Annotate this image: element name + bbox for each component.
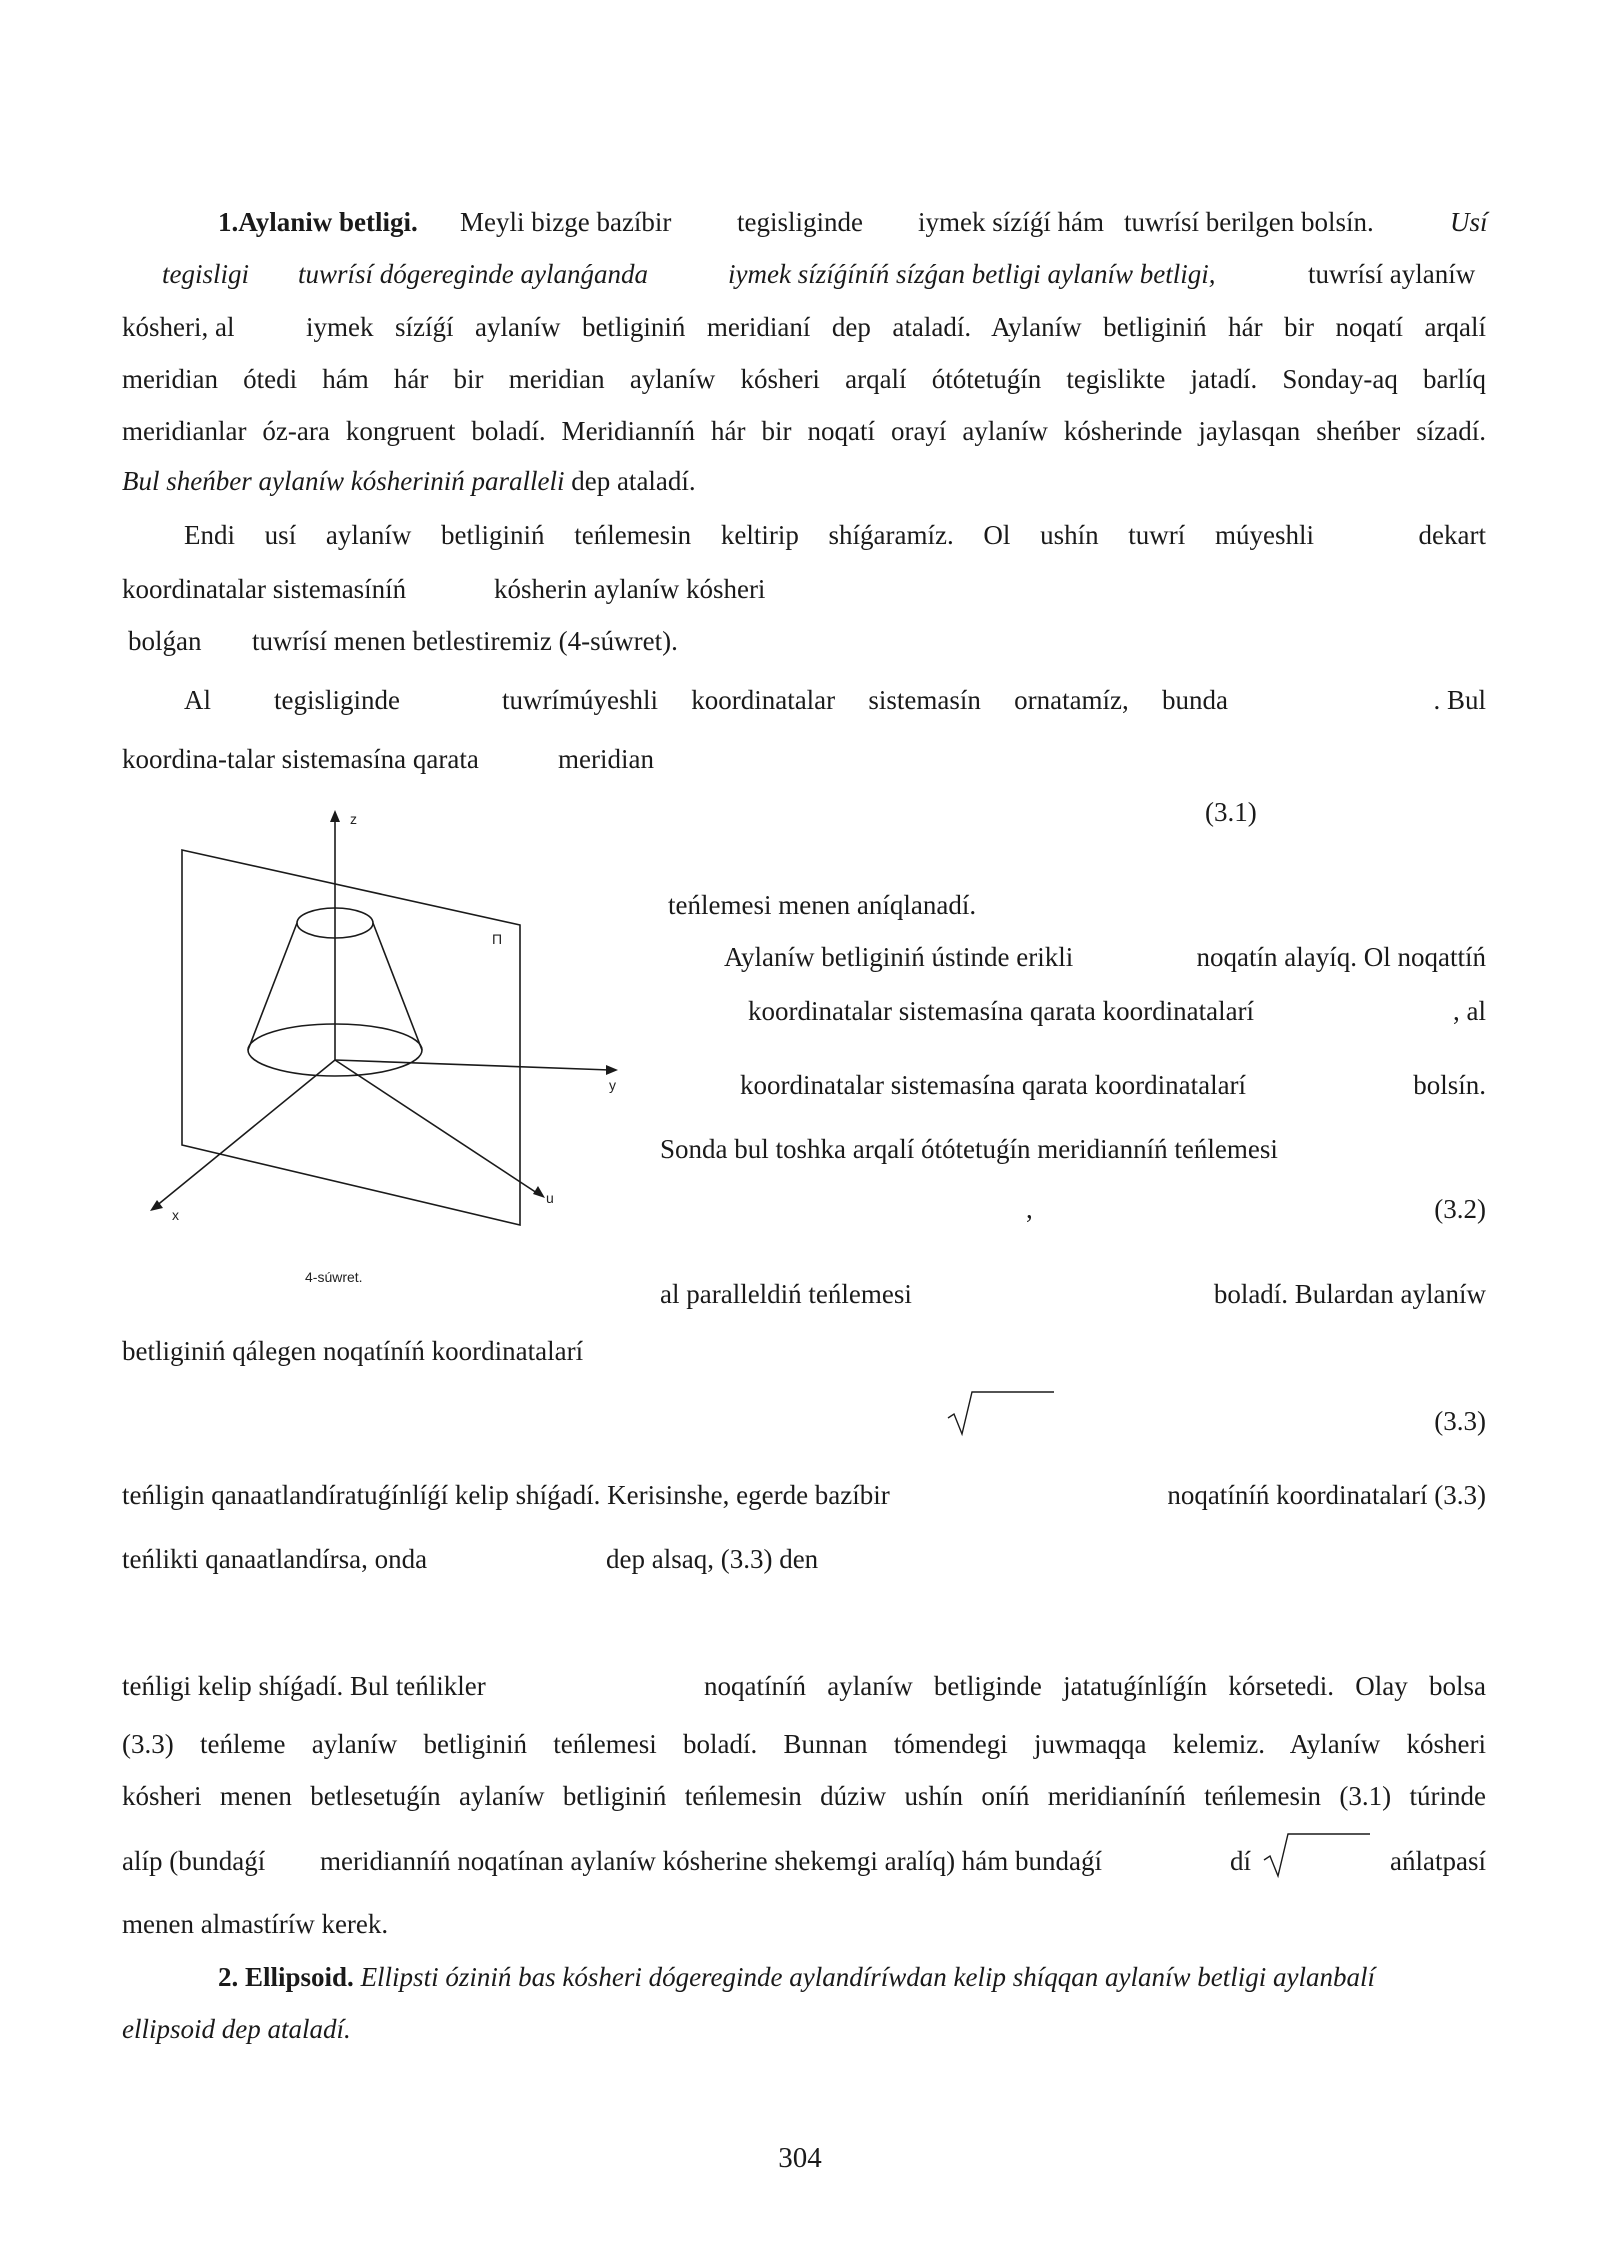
text-fragment: teńlikti qanaatlandírsa, onda [122, 1544, 428, 1574]
y-label: y [609, 1077, 616, 1093]
text-fragment: Endi usí aylaníw betliginiń teńlemesin keltirip shíǵaramíz. Ol ushín tuwrí múyeshli [184, 520, 1314, 550]
text-fragment: tegisliginde [274, 685, 400, 715]
text-fragment: iymek sízíǵí aylaníw betliginiń meridianí dep ataladí. Aylaníw betliginiń hár bir noqatí arqalí [306, 312, 1486, 342]
equation-number-3-2: (3.2) [1434, 1194, 1486, 1224]
section2-line1 [218, 1960, 1486, 1994]
pi-label: Π [492, 931, 503, 947]
section1-line4: meridian ótedi hám hár bir meridian aylaníw kósheri arqalí ótótetuǵín tegislikte jatadí. Sonday-aq barlíq [122, 364, 1486, 394]
text-fragment: teńligin qanaatlandíratuǵínlíǵí kelip shíǵadí. Kerisinshe, egerde bazíbir [122, 1480, 890, 1510]
text-fragment: noqatín alayíq. Ol noqattíń [1196, 942, 1486, 972]
text-fragment: noqatíníń koordinatalarí (3.3) [1167, 1480, 1486, 1510]
generatrix-right [373, 923, 422, 1050]
para4-line4 [122, 1669, 1486, 1703]
text-fragment: bolsín. [1413, 1070, 1486, 1100]
para4-line6: kósheri menen betlesetuǵín aylaníw betliginiń teńlemesin dúziw ushín oníń meridianíníń teńlemesin (3.1) túrinde [122, 1781, 1486, 1811]
text-fragment: iymek sízíǵí hám [918, 207, 1104, 237]
section1-line6 [122, 464, 1486, 498]
para2-line2 [122, 572, 1486, 606]
equation-number-3-3: (3.3) [1434, 1406, 1486, 1436]
text-fragment: Meyli bizge bazíbir [460, 207, 672, 237]
page-number: 304 [778, 2142, 822, 2174]
text-fragment: tuwrísí menen betlestiremiz (4-súwret). [252, 626, 678, 656]
plane-pi [182, 850, 520, 1225]
text-fragment: dep alsaq, (3.3) den [606, 1544, 819, 1574]
text-fragment: tuwrísí dógereginde aylanǵanda [298, 259, 648, 289]
sqrt-sign-icon [946, 1388, 1056, 1438]
text-fragment: bolǵan [128, 626, 202, 656]
z-arrow [330, 810, 340, 822]
y-axis [335, 1060, 610, 1070]
text-fragment: , [1026, 1194, 1033, 1224]
text-fragment: koordinatalar sistemasína qarata koordinatalarí [748, 996, 1255, 1026]
text-fragment: . Bul [1433, 685, 1486, 715]
text-fragment: al paralleldiń teńlemesi [660, 1279, 912, 1309]
right-line5: Sonda bul toshka arqalí ótótetuǵín meridianníń teńlemesi [660, 1134, 1278, 1164]
text-fragment: ańlatpasí [1390, 1846, 1486, 1876]
text-fragment: Ellipsti óziniń bas kósheri dógereginde aylandíríwdan kelip shíqqan aylaníw betligi aylanbalí [360, 1962, 1375, 1992]
text-fragment: noqatíníń aylaníw betliginde jatatuǵínlíǵín kórsetedi. Olay bolsa [704, 1671, 1486, 1701]
equation-number-3-1: (3.1) [1205, 797, 1257, 827]
section1-line3 [122, 310, 1486, 344]
text-fragment: kósherin aylaníw kósheri [494, 574, 766, 604]
section1-line5: meridianlar óz-ara kongruent boladí. Meridianníń hár bir noqatí orayí aylaníw kósherinde jaylasqan sheńber sízadí. [122, 416, 1486, 446]
text-fragment: koordina-talar sistemasína qarata [122, 744, 479, 774]
text-fragment: boladí. Bulardan aylaníw [1213, 1279, 1486, 1309]
text-fragment: tegisliginde [737, 207, 863, 237]
section1-heading: 1.Aylaniw betligi. [218, 207, 418, 237]
text-fragment: tuwrímúyeshli koordinatalar sistemasín ornatamíz, bunda [502, 685, 1228, 715]
text-fragment: koordinatalar sistemasína qarata koordinatalarí [740, 1070, 1247, 1100]
text-fragment: dep ataladí. [571, 466, 696, 496]
text-fragment: Bul sheńber aylaníw kósheriniń paralleli [122, 466, 565, 496]
text-fragment: Aylaníw betliginiń ústinde erikli [724, 942, 1074, 972]
sqrt-sign-icon [1262, 1830, 1372, 1880]
para4-line1: betliginiń qálegen noqatíníń koordinatalarí [122, 1336, 584, 1366]
text-fragment: tuwrísí berilgen bolsín. [1124, 207, 1374, 237]
para4-line3 [122, 1542, 1486, 1576]
text-fragment: Usí [1450, 207, 1488, 237]
text-fragment: tegisligi [162, 259, 249, 289]
right-line1: teńlemesi menen aníqlanadí. [668, 890, 977, 920]
text-fragment: iymek sízíǵíníń sízǵan betligi aylaníw betligi, [728, 259, 1216, 289]
x-label: x [172, 1207, 179, 1223]
section1-line1 [218, 205, 1486, 239]
generatrix-left [248, 923, 297, 1050]
para3-line2 [122, 742, 1486, 776]
text-fragment: , al [1453, 996, 1486, 1026]
figure-caption: 4-súwret. [305, 1269, 363, 1285]
u-axis [335, 1060, 540, 1195]
text-fragment: meridianníń noqatínan aylaníw kósherine shekemgi aralíq) hám bundaǵí [320, 1846, 1103, 1876]
right-line7 [660, 1277, 1486, 1311]
text-fragment: meridian [558, 744, 654, 774]
text-fragment: teńligi kelip shíǵadí. Bul teńlikler [122, 1671, 486, 1701]
text-fragment: alíp (bundaǵí [122, 1846, 266, 1876]
text-fragment: dekart [1418, 520, 1486, 550]
text-fragment: dí [1230, 1846, 1252, 1876]
text-fragment: tuwrísí aylaníw [1308, 259, 1476, 289]
para4-line5: (3.3) teńleme aylaníw betliginiń teńlemesi boladí. Bunnan tómendegi juwmaqqa kelemiz. Aylaníw kósheri [122, 1729, 1486, 1759]
u-arrow [533, 1186, 545, 1198]
text-fragment: kósheri, al [122, 312, 235, 342]
text-fragment: koordinatalar sistemasíníń [122, 574, 407, 604]
figure-4-surface-of-revolution [140, 800, 680, 1290]
z-label: z [350, 811, 357, 827]
section2-heading: 2. Ellipsoid. [218, 1962, 354, 1992]
text-fragment: ellipsoid dep ataladí. [122, 2014, 351, 2044]
section2-line2 [122, 2012, 1486, 2046]
para4-line8: menen almastíríw kerek. [122, 1909, 389, 1939]
u-label: u [546, 1190, 554, 1206]
para4-line2 [122, 1478, 1486, 1512]
y-arrow [606, 1065, 618, 1075]
text-fragment: Al [184, 685, 211, 715]
